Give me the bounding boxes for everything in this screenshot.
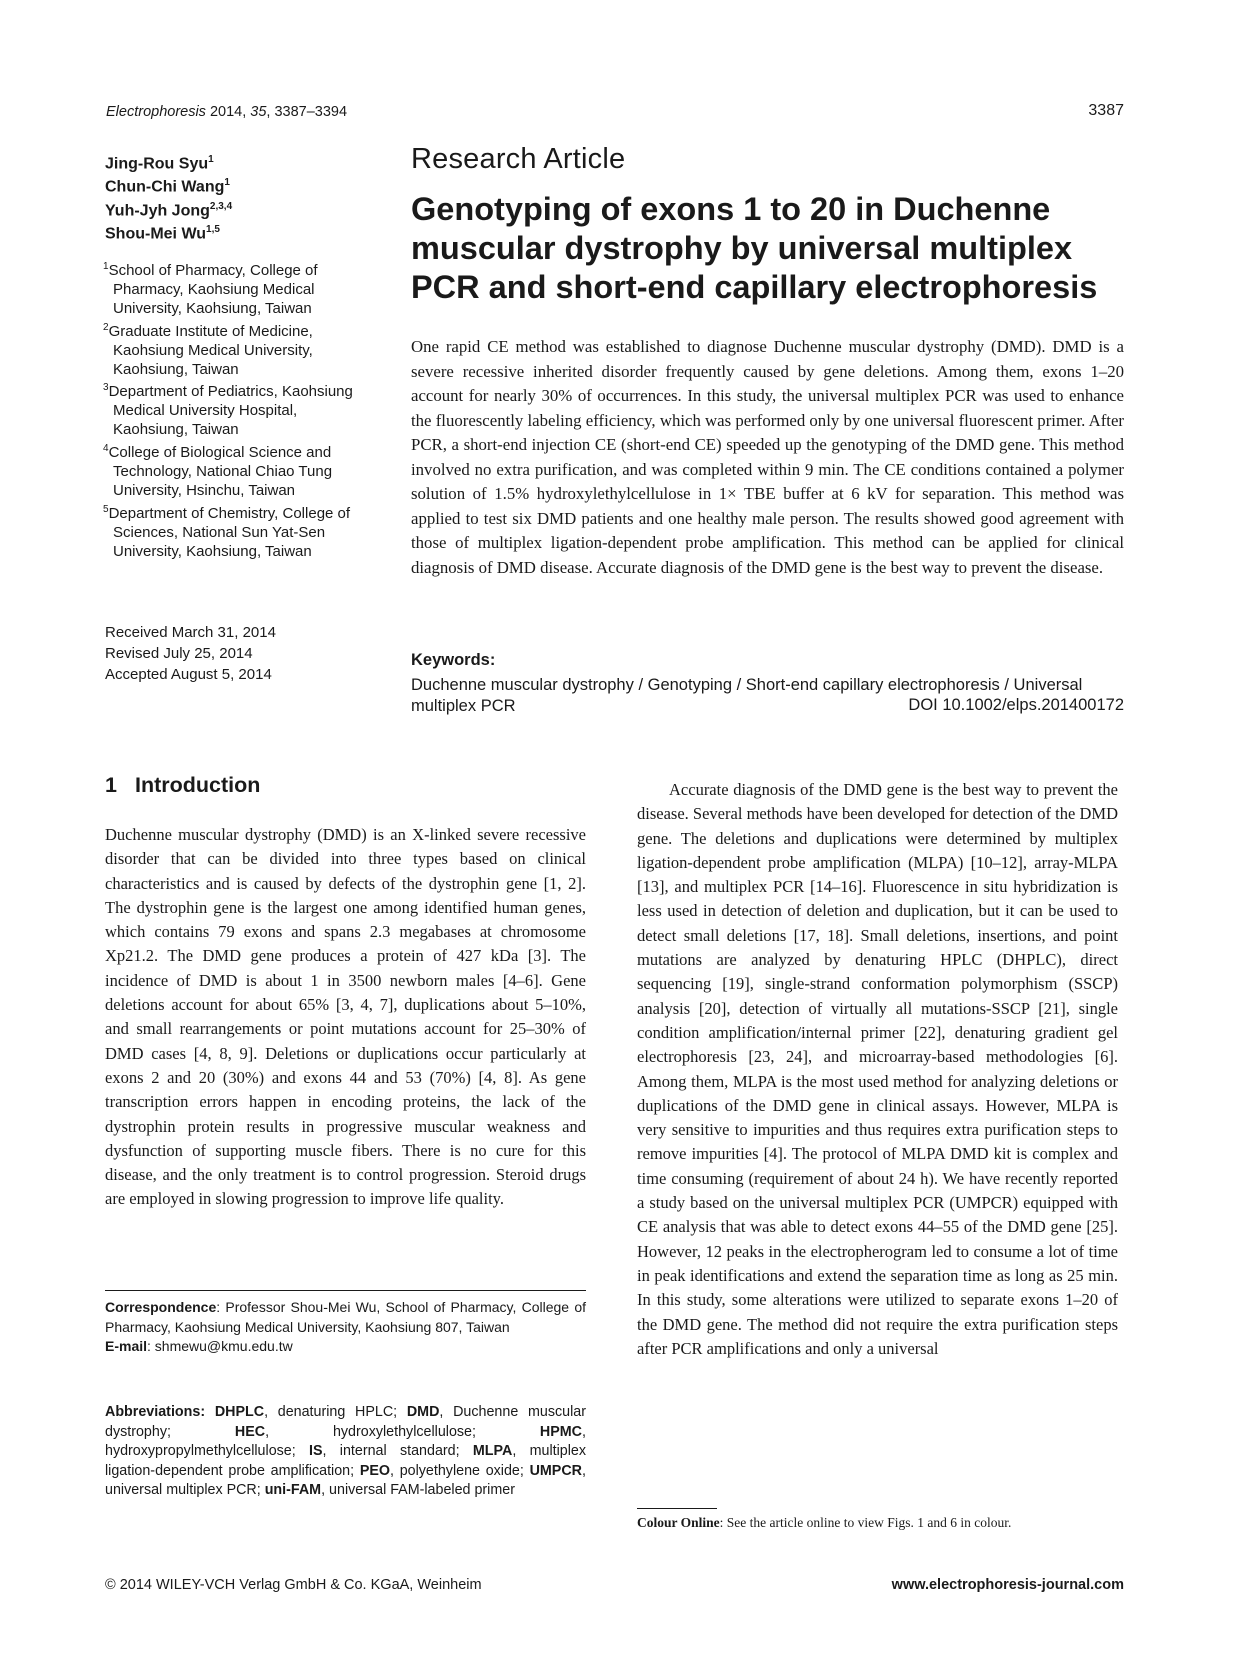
journal-website-link[interactable]: www.electrophoresis-journal.com <box>891 1577 1124 1593</box>
colour-note-text: : See the article online to view Figs. 1 and 6 in colour. <box>719 1515 1012 1530</box>
copyright: © 2014 WILEY-VCH Verlag GmbH & Co. KGaA, Weinheim <box>105 1577 482 1593</box>
page-number: 3387 <box>1088 102 1124 119</box>
journal-volume: 35 <box>250 104 267 120</box>
section-number: 1 <box>105 773 117 797</box>
accepted-date: Accepted August 5, 2014 <box>105 666 272 683</box>
affiliation-list <box>103 258 373 562</box>
received-date: Received March 31, 2014 <box>105 624 276 641</box>
email-label: E-mail <box>105 1338 148 1354</box>
author: Chun-Chi Wang$^1$ <box>105 177 230 196</box>
author: Shou-Mei Wu$^{1,5}$ <box>105 223 220 243</box>
affiliation: $^3$Department of Pediatrics, Kaohsiung Medical University Hospital, Kaohsiung, Taiwan <box>103 382 353 439</box>
affiliation: $^5$Department of Chemistry, College of Sciences, National Sun Yat-Sen University, Kaohsiung, Taiwan <box>103 503 351 560</box>
correspondence-label: Correspondence <box>105 1299 217 1315</box>
colour-note-divider <box>637 1508 717 1509</box>
author-list <box>105 150 395 243</box>
affiliation: $^2$Graduate Institute of Medicine, Kaohsiung Medical University, Kaohsiung, Taiwan <box>103 321 313 378</box>
introduction-paragraph-left: Duchenne muscular dystrophy (DMD) is an X-linked severe recessive disorder that can be divided into three types based on clinical characteristics and is caused by defects of the dystrophin gene [1, 2]. The dystrophin gene is the largest one among identified human genes, which contains 79 exons and spans 2.3 megabases at chromosome Xp21.2. The DMD gene produces a protein of 427 kDa [3]. The incidence of DMD is about 1 in 3500 newborn males [4–6]. Gene deletions account for about 65% [3, 4, 7], duplications about 5–10%, and small rearrangements or point mutations account for 25–30% of DMD cases [4, 8, 9]. Deletions or duplications occur particularly at exons 2 and 20 (30%) and exons 44 and 53 (70%) [4, 8]. As gene transcription errors happen in encoding proteins, the lack of the dystrophin protein results in progressive muscular weakness and dysfunction of supporting muscle fibers. There is no cure for this disease, and the only treatment is to control progression. Steroid drugs are employed in slowing progression to improve life quality. <box>105 825 586 1209</box>
section-title: Introduction <box>134 773 261 797</box>
doi: DOI 10.1002/elps.201400172 <box>908 696 1124 714</box>
correspondence-text: : Professor Shou-Mei Wu, School of Pharmacy, College of Pharmacy, Kaohsiung Medical University, Kaohsiung 807, Taiwan <box>105 1299 586 1335</box>
revised-date: Revised July 25, 2014 <box>105 645 253 662</box>
abbreviations-label: Abbreviations: <box>105 1404 206 1420</box>
colour-online-note <box>637 1515 1011 1531</box>
journal-name: Electrophoresis <box>106 104 206 120</box>
affiliation: $^4$College of Biological Science and Technology, National Chiao Tung University, Hsinchu, Taiwan <box>103 443 333 499</box>
journal-pages: , 3387–3394 <box>266 104 348 120</box>
abbreviations-note: Abbreviations: DHPLC, denaturing HPLC; DMD, Duchenne muscular dystrophy; HEC, hydroxylethylcellulose; HPMC, hydroxypropylmethylcellulose; IS, internal standard; MLPA, multiplex ligation-dependent probe amplification; PEO, polyethylene oxide; UMPCR, universal multiplex PCR; uni-FAM, universal FAM-labeled primer <box>105 1404 587 1499</box>
abstract: One rapid CE method was established to diagnose Duchenne muscular dystrophy (DMD). DMD is a severe recessive inherited disorder frequently caused by gene deletions. Among them, exons 1–20 account for nearly 30% of occurrences. In this study, the universal multiplex PCR was used to enhance the fluorescently labeling efficiency, which was performed only by one universal fluorescent primer. After PCR, a short-end injection CE (short-end CE) speeded up the genotyping of the DMD gene. This method involved no extra purification, and was completed within 9 min. The CE conditions contained a polymer solution of 1.5% hydroxylethylcellulose in 1× TBE buffer at 6 kV for separation. This method was applied to test six DMD patients and one healthy male person. The results showed good agreement with those of multiplex ligation-dependent probe amplification. This method can be applied for clinical diagnosis of DMD disease. Accurate diagnosis of the DMD gene is the best way to prevent the disease. <box>411 337 1124 577</box>
journal-year: 2014, <box>205 104 251 120</box>
keywords-heading: Keywords: <box>411 651 496 669</box>
email-address[interactable]: : shmewu@kmu.edu.tw <box>147 1338 293 1354</box>
author: Yuh-Jyh Jong$^{2,3,4}$ <box>105 200 233 219</box>
introduction-paragraph-right: Accurate diagnosis of the DMD gene is the best way to prevent the disease. Several methods have been developed for detection of the DMD gene. The deletions and duplications were determined by multiplex ligation-dependent probe amplification (MLPA) [10–12], array-MLPA [13], and multiplex PCR [14–16]. Fluorescence in situ hybridization is less used in detection of deletion and duplication, but it can be used to detect small deletions [17, 18]. Small deletions, insertions, and point mutations are analyzed by denaturing HPLC (DHPLC), direct sequencing [19], single-strand conformation polymorphism (SSCP) analysis [20], detection of virtually all mutations-SSCP [21], single condition amplification/internal primer [22], denaturing gradient gel electrophoresis [23, 24], and microarray-based methodologies [6]. Among them, MLPA is the most used method for analyzing deletions or duplications of the DMD gene in clinical assays. However, MLPA is very sensitive to impurities and thus requires extra purification steps to remove impurities [4]. The protocol of MLPA DMD kit is complex and time consuming (requirement of about 24 h). We have recently reported a study based on the universal multiplex PCR (UMPCR) equipped with CE analysis that was able to detect exons 44–55 of the DMD gene [25]. However, 12 peaks in the electropherogram led to consume a lot of time in peak identifications and extend the separation time as long as 25 min. In this study, some alterations were utilized to separate exons 1–20 of the DMD gene. The method did not require the extra purification steps after PCR amplifications and only a universal <box>637 780 1118 1358</box>
article-type: Research Article <box>411 143 626 175</box>
affiliation: $^1$School of Pharmacy, College of Pharmacy, Kaohsiung Medical University, Kaohsiung, Taiwan <box>103 261 318 317</box>
section-heading-introduction <box>105 773 260 798</box>
correspondence-note <box>105 1298 586 1357</box>
colour-note-label: Colour Online <box>637 1515 720 1530</box>
article-dates <box>105 622 276 685</box>
keywords: Duchenne muscular dystrophy / Genotyping / Short-end capillary electrophoresis / Universal multiplex PCR <box>411 676 1083 715</box>
journal-citation <box>106 104 347 120</box>
article-title: Genotyping of exons 1 to 20 in Duchenne muscular dystrophy by universal multiplex PCR and short-end capillary electrophoresis <box>411 191 1098 305</box>
footnote-divider <box>105 1290 586 1291</box>
author: Jing-Rou Syu$^1$ <box>105 154 214 173</box>
